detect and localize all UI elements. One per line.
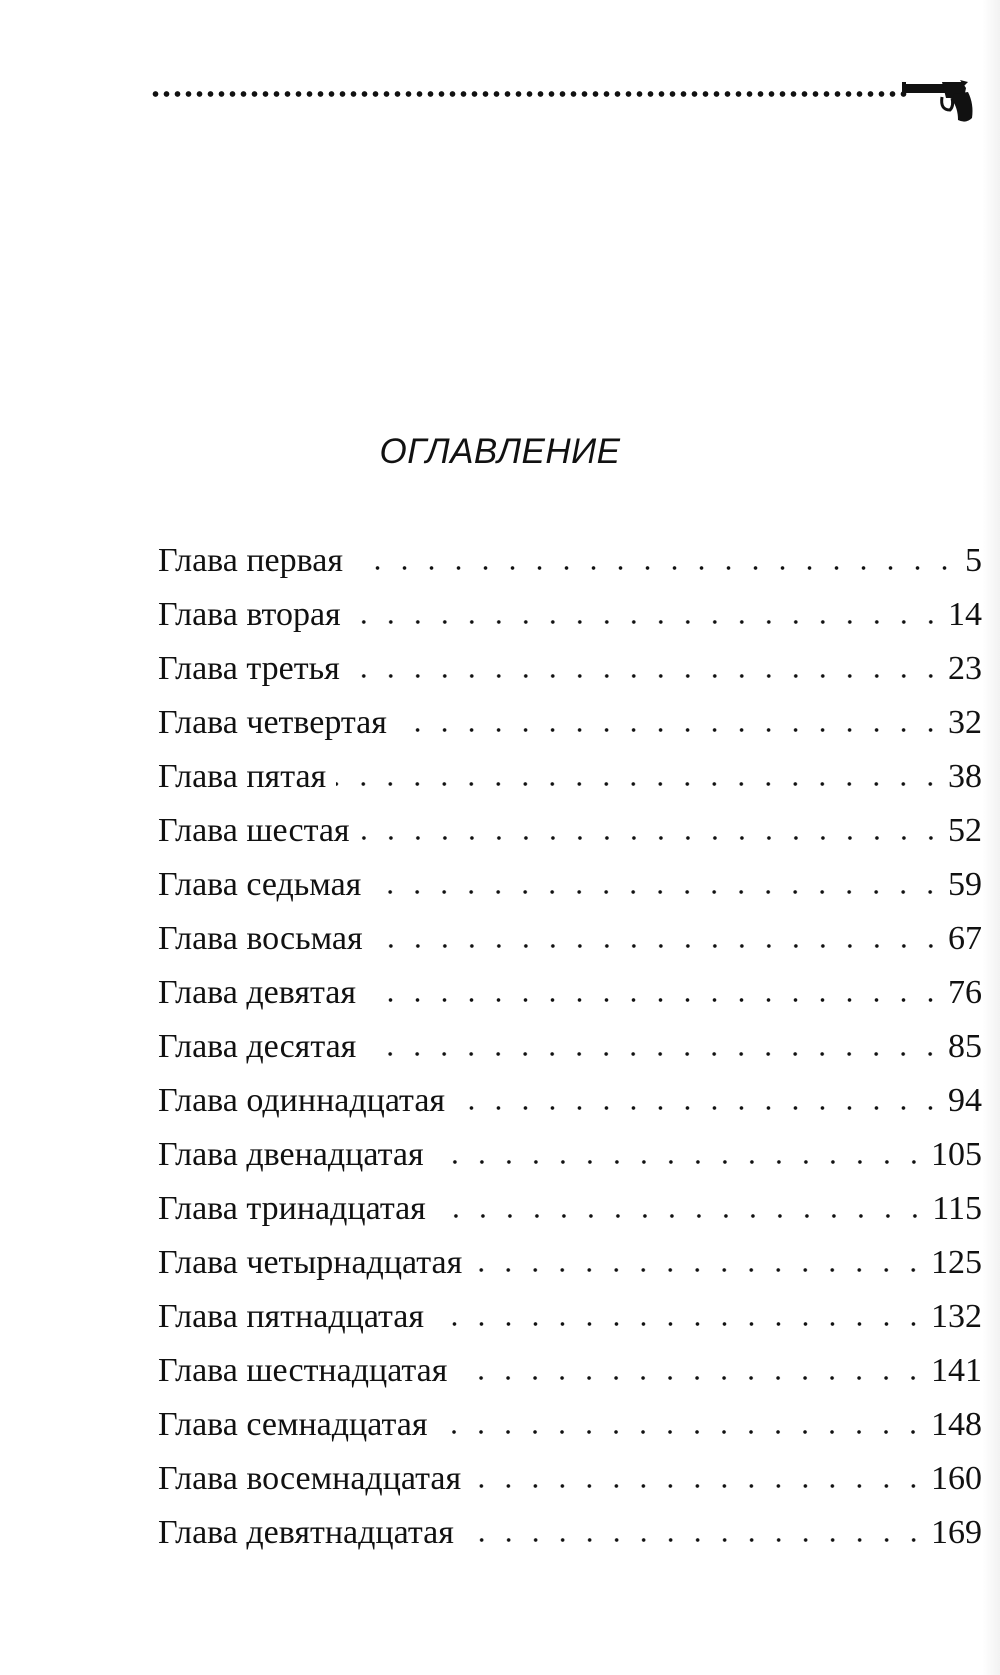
toc-entry	[158, 858, 982, 912]
toc-entry	[158, 804, 982, 858]
toc-dot-leader	[434, 1321, 927, 1327]
toc-entry-label: Глава тринадцатая	[158, 1190, 426, 1227]
toc-dot-leader	[366, 1051, 944, 1057]
toc-entry	[158, 588, 982, 642]
toc-entry-page-number: 23	[948, 650, 982, 687]
toc-dot-leader	[336, 781, 944, 787]
toc-entry	[158, 750, 982, 804]
toc-title: ОГЛАВЛЕНИЕ	[379, 432, 621, 471]
toc-entry-label: Глава девятая	[158, 974, 356, 1011]
toc-entry-label: Глава восьмая	[158, 920, 363, 957]
toc-dot-leader	[434, 1159, 927, 1165]
toc-dot-leader	[471, 1483, 927, 1489]
toc-entry	[158, 1020, 982, 1074]
toc-entry-page-number: 32	[948, 704, 982, 741]
toc-dot-leader	[397, 727, 944, 733]
toc-entry-page-number: 125	[931, 1244, 982, 1281]
toc-entry-page-number: 5	[965, 542, 982, 579]
toc-dot-leader	[464, 1537, 927, 1543]
toc-entry-label: Глава третья	[158, 650, 340, 687]
toc-entry	[158, 1182, 982, 1236]
toc-dot-leader	[360, 835, 944, 841]
toc-entry	[158, 1506, 982, 1560]
toc-entry	[158, 1452, 982, 1506]
toc-entry-page-number: 59	[948, 866, 982, 903]
toc-entry-label: Глава семнадцатая	[158, 1406, 428, 1443]
toc-dot-leader	[436, 1213, 928, 1219]
toc-list	[158, 534, 982, 1560]
toc-entry-page-number: 14	[948, 596, 982, 633]
toc-dot-leader	[353, 565, 958, 571]
toc-entry	[158, 1074, 982, 1128]
toc-dot-leader	[351, 619, 944, 625]
toc-entry-label: Глава первая	[158, 542, 343, 579]
toc-entry-label: Глава пятая	[158, 758, 327, 795]
toc-entry	[158, 1344, 982, 1398]
toc-entry-page-number: 148	[931, 1406, 982, 1443]
header-dotted-rule	[150, 84, 920, 124]
toc-entry-label: Глава седьмая	[158, 866, 362, 903]
toc-entry	[158, 642, 982, 696]
toc-entry	[158, 534, 982, 588]
toc-dot-leader	[472, 1267, 927, 1273]
toc-entry-label: Глава восемнадцатая	[158, 1460, 462, 1497]
toc-entry-label: Глава двенадцатая	[158, 1136, 424, 1173]
toc-entry	[158, 1128, 982, 1182]
toc-entry-label: Глава вторая	[158, 596, 341, 633]
toc-entry	[158, 1236, 982, 1290]
toc-entry	[158, 1398, 982, 1452]
toc-entry-page-number: 85	[948, 1028, 982, 1065]
toc-dot-leader	[437, 1429, 927, 1435]
toc-entry-label: Глава четвертая	[158, 704, 387, 741]
toc-entry-label: Глава десятая	[158, 1028, 357, 1065]
toc-entry-page-number: 67	[948, 920, 982, 957]
revolver-icon	[902, 80, 974, 124]
toc-dot-leader	[371, 889, 944, 895]
toc-entry	[158, 1290, 982, 1344]
toc-entry-page-number: 38	[948, 758, 982, 795]
toc-dot-leader	[457, 1375, 927, 1381]
toc-entry-label: Глава шестая	[158, 812, 350, 849]
toc-entry-page-number: 141	[931, 1352, 982, 1389]
toc-entry-label: Глава девятнадцатая	[158, 1514, 454, 1551]
toc-entry-page-number: 160	[931, 1460, 982, 1497]
toc-entry	[158, 966, 982, 1020]
toc-entry-page-number: 169	[931, 1514, 982, 1551]
toc-dot-leader	[455, 1105, 944, 1111]
toc-entry-label: Глава шестнадцатая	[158, 1352, 448, 1389]
toc-entry-page-number: 94	[948, 1082, 982, 1119]
toc-entry-page-number: 115	[932, 1190, 982, 1227]
toc-entry-label: Глава пятнадцатая	[158, 1298, 425, 1335]
toc-entry-label: Глава одиннадцатая	[158, 1082, 446, 1119]
toc-entry-page-number: 105	[931, 1136, 982, 1173]
toc-dot-leader	[373, 943, 944, 949]
toc-entry	[158, 912, 982, 966]
toc-entry-page-number: 52	[948, 812, 982, 849]
toc-dot-leader	[350, 673, 944, 679]
toc-entry-page-number: 76	[948, 974, 982, 1011]
dotted-line	[150, 90, 910, 98]
toc-entry-label: Глава четырнадцатая	[158, 1244, 463, 1281]
toc-entry	[158, 696, 982, 750]
page-edge-shadow	[982, 0, 1000, 1675]
toc-entry-page-number: 132	[931, 1298, 982, 1335]
toc-dot-leader	[366, 997, 944, 1003]
